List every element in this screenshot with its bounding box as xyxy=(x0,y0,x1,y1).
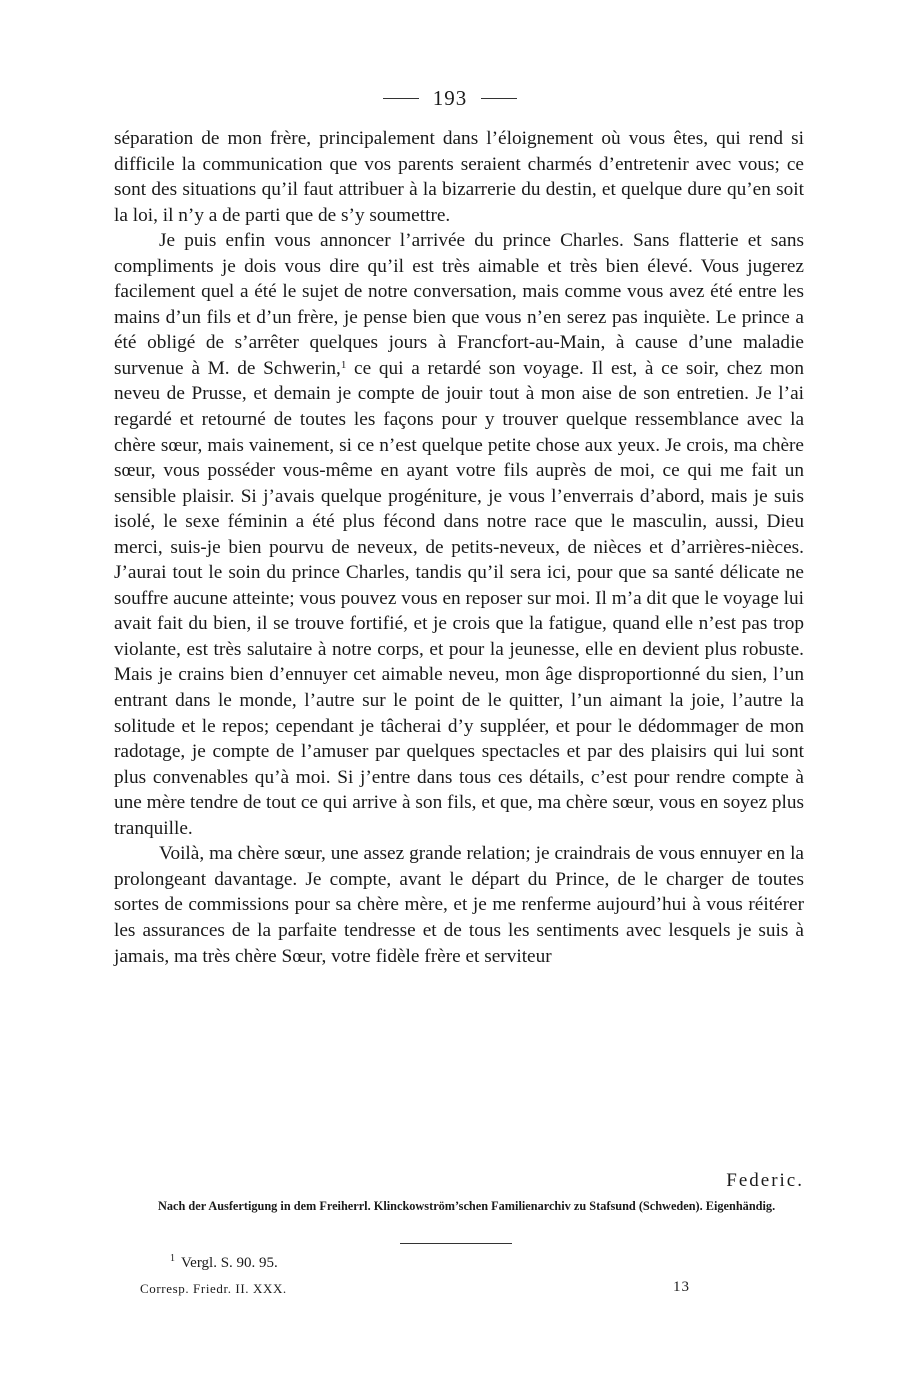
paragraph-2 xyxy=(114,228,804,841)
paragraph-1: séparation de mon frère, principalement dans l’éloignement où vous êtes, qui rend si difficile la communication que vos parents seraient charmés d’entretenir avec vous; ce sont des situations qu’il faut attribuer à la bizarrerie du destin, et quelque dure qu’en soit la loi, il n’y a de parti que de s’y soumettre. xyxy=(114,128,804,226)
paragraph-2-part-2: ce qui a retardé son voyage. Il est, à ce soir, chez mon neveu de Prusse, et demain je compte de jouir tout à mon aise de son entretien. Je l’ai regardé et retourné de toutes les façons pour y trouver quelque ressemblance avec la chère sœur, mais vainement, si ce n’est quelque petite chose aux yeux. Je crois, ma chère sœur, vous posséder vous-même en ayant votre fils auprès de moi, ce qui me fait un sensible plaisir. Si j’avais quelque progéniture, je vous l’enverrais d’abord, mais je suis isolé, le sexe féminin a été plus fécond dans notre race que le masculin, aussi, Dieu merci, suis-je bien pourvu de neveux, de petits-neveux, de nièces et d’arrières-nièces. J’aurai tout le soin du prince Charles, tandis qu’il sera ici, pour que sa santé délicate ne souffre aucune atteinte; vous pouvez vous en reposer sur moi. Il m’a dit que le voyage lui avait fait du bien, il se trouve fortifié, et je crois que la fatigue, quand elle n’est pas trop violante, est très salutaire à notre corps, et pour la jeunesse, elle en devient plus robuste. Mais je crains bien d’ennuyer cet aimable neveu, mon âge disproportionné du sien, l’un entrant dans le monde, l’autre sur le point de le quitter, l’un aimant la joie, l’autre la solitude et le repos; cependant je tâcherai d’y suppléer, et pour le dédommager de mon radotage, je compte de l’amuser par quelques spectacles et par des plaisirs qui lui sont plus convenables qu’à moi. Si j’entre dans tous ces détails, c’est pour rendre compte à une mère tendre de tout ce qui arrive à son fils, et que, ma chère sœur, vous en soyez plus tranquille. xyxy=(114,357,805,839)
page-header xyxy=(0,86,900,111)
header-rule-left xyxy=(383,98,419,99)
footer-series: Corresp. Friedr. II. XXX. xyxy=(140,1281,287,1296)
footnote-rule xyxy=(400,1243,512,1244)
source-note: Nach der Ausfertigung in dem Freiherrl. Klinckowström’schen Familienarchiv zu Stafsund (Schweden). Eigenhändig. xyxy=(158,1199,776,1213)
letter-body xyxy=(114,126,804,969)
footer-signature-mark: 13 xyxy=(673,1279,690,1295)
footnote-marker: 1 xyxy=(340,358,347,371)
footnote xyxy=(170,1255,278,1272)
paragraph-3: Voilà, ma chère sœur, une assez grande relation; je craindrais de vous ennuyer en la prolongeant davantage. Je compte, avant le départ du Prince, de le charger de toutes sortes de commissions pour sa chère mère, et je me renferme aujourd’hui à vous réitérer les assurances de la parfaite tendresse et de tous les sentiments avec lesquels je suis à jamais, ma très chère Sœur, votre fidèle frère et serviteur xyxy=(114,843,804,967)
footnote-number: 1 xyxy=(170,1253,175,1264)
footnote-text: Vergl. S. 90. 95. xyxy=(181,1255,278,1271)
paragraph-2-part-1: Je puis enfin vous annoncer l’arrivée du prince Charles. Sans flatterie et sans compliments je dois vous dire qu’il est très aimable et très bien élevé. Vous jugerez facilement quel a été le sujet de notre conversation, mais comme vous avez été entre les mains d’un fils et d’un frère, je pense bien que vous n’en serez pas inquiète. Le prince a été obligé de s’arrêter quelques jours à Francfort-au-Main, à cause d’une maladie survenue à M. de Schwerin, xyxy=(114,230,804,379)
header-rule-right xyxy=(481,98,517,99)
signature: Federic. xyxy=(726,1170,804,1191)
page-number: 193 xyxy=(432,86,468,110)
